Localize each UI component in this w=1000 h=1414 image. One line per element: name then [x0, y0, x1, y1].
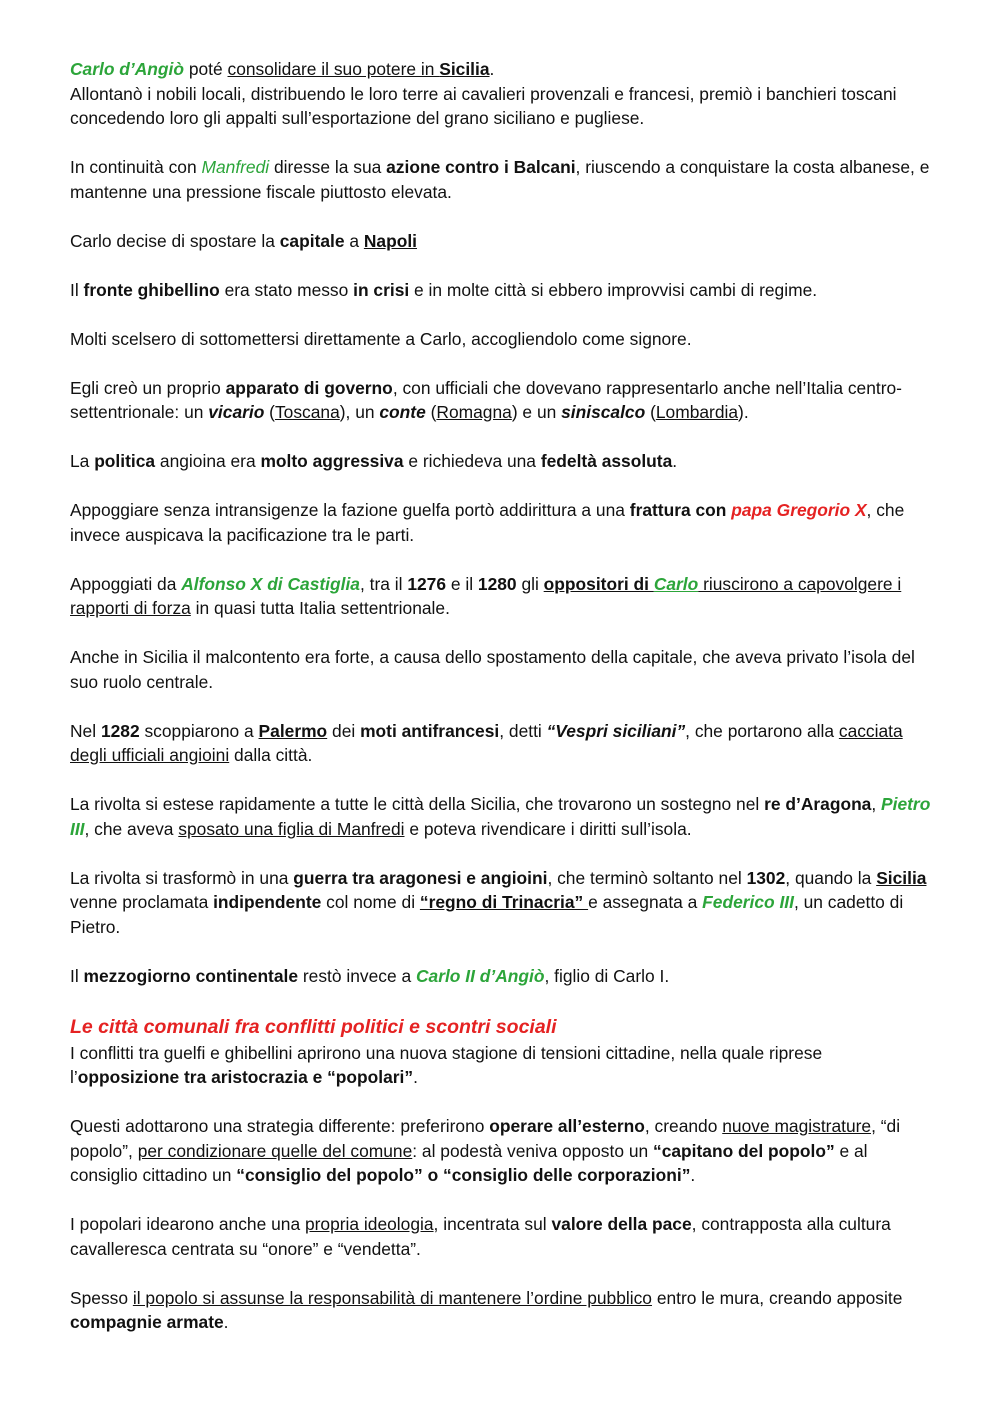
text: ( [264, 402, 275, 422]
text: a [344, 230, 364, 251]
paragraph-rivolta-estesa [70, 792, 932, 841]
text: Il [70, 965, 84, 986]
keyword-siniscalco: siniscalco [561, 402, 646, 422]
text: ), un [339, 402, 380, 422]
keyword: valore della pace [551, 1214, 692, 1234]
text: Appoggiati da [70, 573, 182, 594]
keyword: indipendente [213, 892, 322, 912]
text: gli [516, 573, 544, 594]
text: Carlo decise di spostare la [70, 230, 280, 251]
region-lombardia: Lombardia [655, 402, 739, 422]
region-toscana: Toscana [274, 402, 340, 422]
keyword-sicilia: Sicilia [439, 59, 490, 79]
text: e in molte città si ebbero improvvisi cambi di regime. [409, 279, 818, 300]
text: ( [425, 402, 437, 422]
keyword-sicilia: Sicilia [876, 867, 927, 888]
keyword: mezzogiorno continentale [83, 965, 299, 986]
underlined-text: per condizionare quelle del comune [137, 1140, 413, 1161]
text: Appoggiare senza intransigenze la fazione guelfa portò addirittura a una [70, 500, 630, 520]
keyword: operare all’esterno [489, 1116, 645, 1136]
name-alfonso: Alfonso X di Castiglia [181, 573, 360, 594]
year: 1302 [746, 867, 786, 888]
name-carlo: Carlo [653, 573, 699, 594]
text: La rivolta si trasformò in una [70, 867, 294, 888]
text: dei [327, 720, 361, 741]
text: col nome di [321, 892, 420, 912]
underlined-text: cacciata degli ufficiali angioini [70, 720, 903, 765]
keyword: “consiglio del popolo” o “consiglio delle corporazioni” [236, 1165, 691, 1185]
text: : al podestà veniva opposto un [412, 1140, 654, 1161]
text: , che portarono alla [685, 720, 839, 741]
paragraph-vespri [70, 719, 932, 768]
keyword-conte: conte [379, 402, 426, 422]
paragraph-frattura-papa [70, 498, 932, 547]
text: dalla città. [229, 745, 313, 765]
underlined-text: sposato una figlia di Manfredi [178, 818, 405, 839]
text: , detti [499, 720, 547, 741]
keyword-vicario: vicario [208, 402, 265, 422]
text: e assegnata a [588, 892, 703, 912]
text: , riuscendo a conquistare la costa albanese, e mantenne una pressione fiscale piuttosto elevata. [70, 157, 930, 202]
underlined-text: consolidare il suo potere in [227, 59, 440, 79]
paragraph-guerra [70, 866, 932, 940]
keyword: apparato di governo [225, 377, 393, 398]
text: , con ufficiali che dovevano rappresentarlo anche nell’Italia centro- settentrionale: un [70, 377, 902, 422]
text: , [871, 794, 882, 814]
text: era stato messo [219, 279, 354, 300]
text: , che aveva [84, 818, 179, 839]
section-heading: Le città comunali fra conflitti politici e scontri sociali [70, 1015, 557, 1038]
paragraph-alfonso [70, 572, 932, 621]
text: . [690, 1165, 696, 1185]
text: restò invece a [298, 965, 416, 986]
year: 1276 [407, 573, 447, 594]
text: Molti scelsero di sottomettersi direttamente a Carlo, accogliendolo come signore. [70, 328, 692, 349]
name-manfredi: Manfredi [201, 157, 270, 177]
paragraph-nobili [70, 82, 932, 131]
text: . [413, 1067, 418, 1087]
keyword: moti antifrancesi [360, 720, 500, 741]
text: diresse la sua [269, 157, 387, 177]
text: , contrapposta alla cultura cavalleresca centrata su “onore” e “vendetta”. [70, 1214, 891, 1259]
paragraph-apparato-governo [70, 376, 932, 425]
text: Anche in Sicilia il malcontento era forte, a causa dello spostamento della capitale, che aveva privato l’isola del suo ruolo centrale. [70, 647, 915, 692]
text: , che terminò soltanto nel [547, 867, 747, 888]
underlined-text: nuove magistrature, [722, 1116, 876, 1136]
text: Nel [70, 720, 101, 741]
keyword: molto aggressiva [260, 451, 404, 471]
text: e al consiglio cittadino un [70, 1140, 868, 1185]
keyword: compagnie armate [70, 1312, 224, 1332]
name-pietro-iii: Pietro III [70, 794, 931, 839]
text: ( [645, 402, 656, 422]
underlined-text: propria ideologia [304, 1214, 434, 1234]
text: e richiedeva una [403, 451, 541, 471]
text: , quando la [785, 867, 877, 888]
underlined-text: il popolo si assunse la responsabilità di mantenere l’ordine pubblico [132, 1287, 652, 1308]
text: e il [446, 573, 478, 594]
paragraph-strategia [70, 1114, 932, 1188]
paragraph-malcontento [70, 645, 932, 694]
text: , che invece auspicava la pacificazione tra le parti. [70, 500, 905, 545]
keyword: oppositori di [543, 573, 654, 594]
text: Questi adottarono una strategia differente: preferirono [70, 1116, 490, 1136]
keyword-trinacria: “regno di Trinacria” [419, 892, 589, 912]
paragraph-mezzogiorno [70, 964, 932, 989]
name-papa-gregorio: papa Gregorio X [731, 500, 867, 520]
year: 1282 [100, 720, 140, 741]
text: Allontanò i nobili locali, distribuendo le loro terre ai cavalieri provenzali e francesi, premiò i banchieri toscani concedendo loro gli appalti sull’esportazione del grano siciliano e pugliese. [70, 83, 897, 128]
paragraph-sottomettersi [70, 327, 932, 352]
text: in quasi tutta Italia settentrionale. [190, 598, 450, 618]
text: , figlio di Carlo I. [544, 965, 670, 986]
paragraph-politica-angioina [70, 449, 932, 474]
text: La rivolta si estese rapidamente a tutte le città della Sicilia, che trovarono un sostegno nel [70, 794, 765, 814]
keyword: azione contro i Balcani [386, 157, 576, 177]
paragraph-capitale [70, 229, 932, 254]
text: . [489, 59, 495, 79]
text: Spesso [70, 1287, 133, 1308]
text: , tra il [359, 573, 408, 594]
text: In continuità con [70, 157, 202, 177]
paragraph-carlo-sicilia [70, 57, 932, 82]
paragraph-ideologia [70, 1212, 932, 1261]
text: ) e un [511, 402, 562, 422]
text: , un cadetto di Pietro. [70, 892, 904, 937]
text: entro le mura, creando apposite [651, 1287, 903, 1308]
paragraph-conflitti [70, 1041, 932, 1090]
name-carlo-dangio: Carlo d’Angiò [70, 59, 184, 79]
keyword: fronte ghibellino [83, 279, 220, 300]
text: , incentrata sul [433, 1214, 552, 1234]
text: scoppiarono a [139, 720, 259, 741]
keyword: “capitano del popolo” [653, 1140, 835, 1161]
text: , creando [644, 1116, 723, 1136]
keyword: capitale [279, 230, 345, 251]
keyword: in crisi [353, 279, 410, 300]
paragraph-fronte-ghibellino [70, 278, 932, 303]
keyword-palermo: Palermo [258, 720, 328, 741]
text: ). [738, 402, 749, 422]
text: poté [184, 59, 228, 79]
text: I conflitti tra guelfi e ghibellini aprirono una nuova stagione di tensioni cittadine, nella quale riprese l’ [70, 1042, 823, 1087]
text: Egli creò un proprio [70, 377, 226, 398]
text: “di popolo”, [70, 1116, 901, 1161]
text: I popolari idearono anche una [70, 1214, 305, 1234]
keyword: fedeltà assoluta [540, 451, 673, 471]
paragraph-ordine-pubblico [70, 1286, 932, 1335]
name-federico-iii: Federico III [702, 892, 794, 912]
text: . [223, 1312, 229, 1332]
underlined-text: riuscirono a capovolgere i rapporti di forza [70, 573, 902, 618]
year: 1280 [477, 573, 517, 594]
keyword: politica [94, 451, 156, 471]
text: Il [70, 279, 84, 300]
text: . [672, 451, 678, 471]
keyword: guerra tra aragonesi e angioini [293, 867, 548, 888]
keyword: frattura con [629, 500, 732, 520]
keyword: opposizione tra aristocrazia e “popolari” [77, 1067, 414, 1087]
text: e poteva rivendicare i diritti sull’isola. [404, 818, 692, 839]
name-carlo-ii: Carlo II d’Angiò [415, 965, 545, 986]
keyword: re d’Aragona [764, 794, 872, 814]
text: La [70, 451, 95, 471]
keyword-vespri: “Vespri siciliani” [546, 720, 686, 741]
paragraph-balcani [70, 155, 932, 204]
region-romagna: Romagna [436, 402, 512, 422]
text: angioina era [155, 451, 261, 471]
keyword-napoli: Napoli [363, 230, 418, 251]
text: venne proclamata [70, 892, 214, 912]
